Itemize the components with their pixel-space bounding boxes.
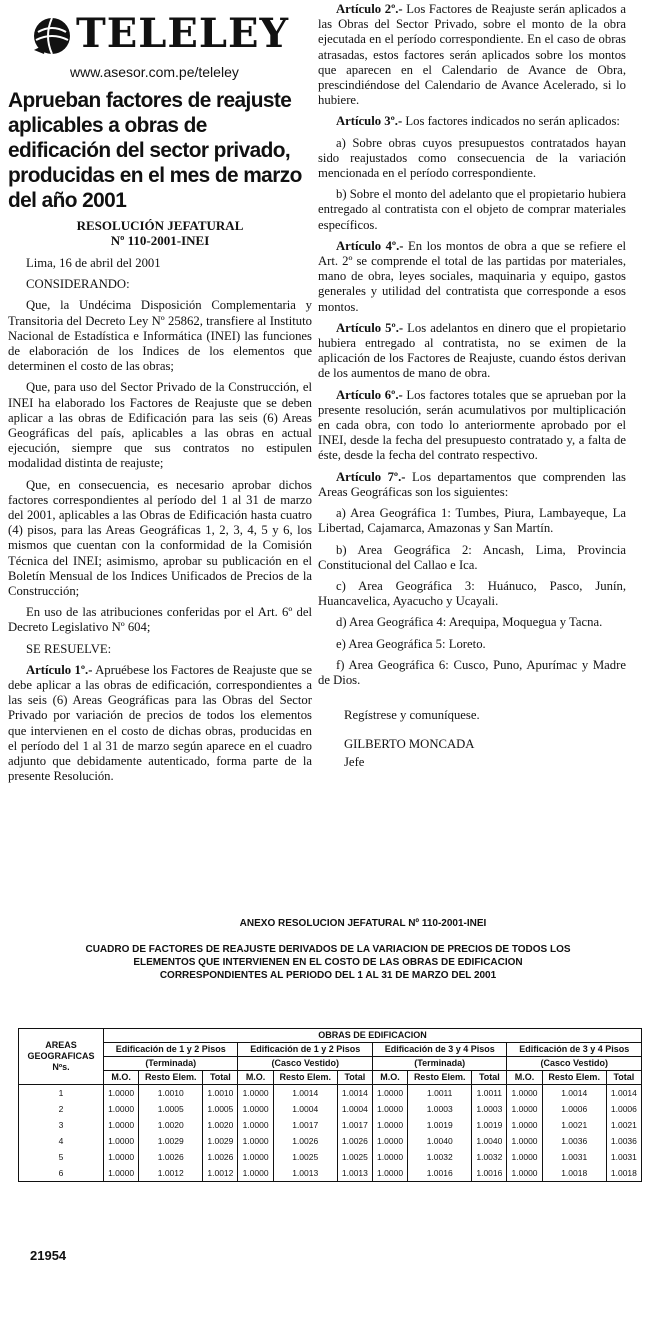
- list-item: a) Area Geográfica 1: Tumbes, Piura, Lambayeque, La Libertad, Cajamarca, Amazonas y San Martín.: [318, 506, 626, 536]
- sub-header: Resto Elem.: [542, 1071, 606, 1085]
- closing-text: Regístrese y comuníquese.: [344, 708, 480, 723]
- resolution-title: [8, 218, 312, 248]
- group-type: (Terminada): [104, 1057, 238, 1071]
- area-cell: 6: [19, 1165, 104, 1182]
- area-header-line: GEOGRAFICAS: [27, 1051, 95, 1061]
- article-label: Artículo 4º.-: [336, 238, 404, 253]
- factor-cell: 1.0031: [606, 1149, 641, 1165]
- factor-cell: 1.0017: [337, 1117, 372, 1133]
- article-text: Los adelantos en dinero que el propietario hubiera entregado al contratista, no se eximen de la aplicación de los Factores de Reajuste, cuando éstos derivan de los aumentos de mano de obra.: [318, 320, 626, 381]
- factor-cell: 1.0000: [238, 1117, 273, 1133]
- list-item: b) Area Geográfica 2: Ancash, Lima, Provincia Constitucional del Callao e Ica.: [318, 542, 626, 572]
- se-resuelve: SE RESUELVE:: [26, 641, 112, 656]
- factor-cell: 1.0029: [203, 1133, 238, 1149]
- table-row: [19, 1149, 642, 1165]
- list-item: f) Area Geográfica 6: Cusco, Puno, Apurímac y Madre de Dios.: [318, 657, 626, 687]
- factor-cell: 1.0000: [507, 1085, 542, 1102]
- article-label: Artículo 7º.-: [336, 469, 406, 484]
- article-label: Artículo 2º.-: [336, 2, 403, 16]
- right-column: [318, 2, 626, 772]
- factor-cell: 1.0000: [238, 1149, 273, 1165]
- factor-cell: 1.0020: [139, 1117, 203, 1133]
- article-1: [8, 663, 312, 785]
- factor-cell: 1.0019: [472, 1117, 507, 1133]
- factor-cell: 1.0000: [238, 1165, 273, 1182]
- article-label: Artículo 5º.-: [336, 320, 404, 335]
- factor-cell: 1.0040: [408, 1133, 472, 1149]
- article-text: Los factores indicados no serán aplicados:: [402, 114, 620, 129]
- factor-cell: 1.0000: [507, 1117, 542, 1133]
- factor-cell: 1.0014: [337, 1085, 372, 1102]
- article-text: Los factores totales que se aprueban por la presente resolución, serán acumulativos por multiplicación en cada obra, con todo lo anteriormente aprobado por el INEI, desde la fecha del presupuesto contratado y, a falta de éste, desde la fecha del contrato respectivo.: [318, 387, 626, 463]
- factor-cell: 1.0000: [104, 1149, 139, 1165]
- website-link[interactable]: www.asesor.com.pe/teleley: [70, 64, 239, 80]
- factor-cell: 1.0021: [542, 1117, 606, 1133]
- resolution-line1: RESOLUCIÓN JEFATURAL: [76, 218, 244, 233]
- article-text: Los departamentos que comprenden las Areas Geográficas son los siguientes:: [318, 469, 626, 499]
- article-label: Artículo 1º.-: [26, 662, 93, 677]
- factor-cell: 1.0004: [273, 1101, 337, 1117]
- factor-cell: 1.0000: [104, 1101, 139, 1117]
- factor-cell: 1.0004: [337, 1101, 372, 1117]
- article-text: Los Factores de Reajuste serán aplicados a las Obras del Sector Privado, sobre el monto de la obra ejecutada en el período correspondiente. En el caso de obras atrasadas, estos factores serán aplicados sobre los montos que aparecen en el Calendario de Avance de Obra, prescindiéndose del Calendario de Avance Acelerado, si lo hubiere.: [318, 2, 626, 108]
- table-row: [19, 1101, 642, 1117]
- group-type: (Casco Vestido): [238, 1057, 372, 1071]
- factor-cell: 1.0014: [273, 1085, 337, 1102]
- list-item: a) Sobre obras cuyos presupuestos contratados hayan sido reajustados como consecuencia de la variación mencionada en el período correspondiente.: [318, 135, 626, 181]
- factor-cell: 1.0005: [203, 1101, 238, 1117]
- area-header: [19, 1029, 104, 1085]
- teleley-logo: [30, 8, 300, 58]
- factor-cell: 1.0000: [372, 1133, 407, 1149]
- factor-cell: 1.0000: [238, 1101, 273, 1117]
- factor-cell: 1.0000: [104, 1165, 139, 1182]
- signature-name: GILBERTO MONCADA: [344, 737, 475, 752]
- area-cell: 2: [19, 1101, 104, 1117]
- factor-cell: 1.0040: [472, 1133, 507, 1149]
- factor-cell: 1.0018: [606, 1165, 641, 1182]
- article-6: [318, 388, 626, 464]
- factor-cell: 1.0000: [372, 1101, 407, 1117]
- factor-cell: 1.0000: [372, 1165, 407, 1182]
- area-cell: 4: [19, 1133, 104, 1149]
- factor-cell: 1.0000: [507, 1133, 542, 1149]
- factors-table: [18, 1028, 642, 1182]
- sub-header: Total: [606, 1071, 641, 1085]
- area-header-line: Nºs.: [52, 1062, 70, 1072]
- factor-cell: 1.0029: [139, 1133, 203, 1149]
- factor-cell: 1.0000: [372, 1149, 407, 1165]
- factor-cell: 1.0000: [238, 1085, 273, 1102]
- factor-cell: 1.0013: [337, 1165, 372, 1182]
- group-type: (Terminada): [372, 1057, 506, 1071]
- factor-cell: 1.0026: [273, 1133, 337, 1149]
- sub-header: Total: [472, 1071, 507, 1085]
- paragraph: Que, la Undécima Disposición Complementaria y Transitoria del Decreto Ley Nº 25862, transfiere al Instituto Nacional de Estadística e Informática (INEI) las funciones de elaboración de los Indices de los elementos que determinen el costo de las obras;: [8, 298, 312, 374]
- factor-cell: 1.0000: [372, 1085, 407, 1102]
- factor-cell: 1.0026: [337, 1133, 372, 1149]
- factor-cell: 1.0016: [472, 1165, 507, 1182]
- page-number: 21954: [30, 1248, 67, 1263]
- article-3: [318, 114, 626, 129]
- article-label: Artículo 6º.-: [336, 387, 403, 402]
- factor-cell: 1.0011: [408, 1085, 472, 1102]
- factor-cell: 1.0000: [507, 1165, 542, 1182]
- factor-cell: 1.0014: [542, 1085, 606, 1102]
- factor-cell: 1.0036: [542, 1133, 606, 1149]
- article-5: [318, 321, 626, 382]
- sub-header: Resto Elem.: [408, 1071, 472, 1085]
- factor-cell: 1.0010: [139, 1085, 203, 1102]
- area-cell: 3: [19, 1117, 104, 1133]
- sub-header: M.O.: [238, 1071, 273, 1085]
- factor-cell: 1.0000: [104, 1133, 139, 1149]
- article-4: [318, 239, 626, 315]
- sub-header: M.O.: [104, 1071, 139, 1085]
- left-column: [8, 218, 312, 791]
- factor-cell: 1.0026: [203, 1149, 238, 1165]
- factor-cell: 1.0000: [507, 1101, 542, 1117]
- factor-cell: 1.0003: [408, 1101, 472, 1117]
- group-header: Edificación de 3 y 4 Pisos: [372, 1043, 506, 1057]
- factor-cell: 1.0031: [542, 1149, 606, 1165]
- table-row: [19, 1085, 642, 1102]
- paragraph: En uso de las atribuciones conferidas por el Art. 6º del Decreto Legislativo Nº 604;: [8, 605, 312, 635]
- paragraph: Que, para uso del Sector Privado de la Construcción, el INEI ha elaborado los Factores de Reajuste que se deben aplicar a las obras de Edificación para las seis (6) Areas Geográficas del país, aplicables a las obras en actual ejecución, siempre que sus contratos no estipulen modalidad distinta de reajuste;: [8, 380, 312, 471]
- logo-text: TELELEY: [76, 10, 290, 57]
- factor-cell: 1.0036: [606, 1133, 641, 1149]
- article-7: [318, 470, 626, 500]
- factor-cell: 1.0017: [273, 1117, 337, 1133]
- list-item: e) Area Geográfica 5: Loreto.: [336, 636, 486, 651]
- factor-cell: 1.0000: [104, 1085, 139, 1102]
- paragraph: Que, en consecuencia, es necesario aprobar dichos factores correspondientes al período del 1 al 31 de marzo del 2001, aplicables a las Obras de Edificación hasta cuatro (4) pisos, para las Areas Geográficas 1, 2, 3, 4, 5 y 6, los mismos que cuentan con la conformidad de la Comisión Técnica del INEI; asimismo, aprobar su publicación en el Boletín Mensual de los Indices Unificados de Precios de la Construcción;: [8, 477, 312, 599]
- list-item: d) Area Geográfica 4: Arequipa, Moquegua y Tacna.: [336, 615, 603, 630]
- factor-cell: 1.0016: [408, 1165, 472, 1182]
- factor-cell: 1.0010: [203, 1085, 238, 1102]
- factor-cell: 1.0003: [472, 1101, 507, 1117]
- article-text: Apruébese los Factores de Reajuste que se debe aplicar a las obras de edificación, correspondientes a las seis (6) Areas Geográficas para las Obras del Sector Privado por variación de precios de todos los elementos que intervienen en el costo de dichas obras, producidas en el período del 1 al 31 de marzo según aparece en el cuadro adjunto que debidamente autenticado, forma parte de la presente Resolución.: [8, 662, 313, 784]
- factor-cell: 1.0014: [606, 1085, 641, 1102]
- factor-cell: 1.0025: [337, 1149, 372, 1165]
- factor-cell: 1.0011: [472, 1085, 507, 1102]
- table-row: [19, 1165, 642, 1182]
- factor-cell: 1.0005: [139, 1101, 203, 1117]
- table-row: [19, 1117, 642, 1133]
- group-header: Edificación de 1 y 2 Pisos: [104, 1043, 238, 1057]
- annex-heading-line: CUADRO DE FACTORES DE REAJUSTE DERIVADOS DE LA VARIACION DE PRECIOS DE TODOS LOS: [85, 944, 571, 955]
- date-line: Lima, 16 de abril del 2001: [26, 256, 161, 270]
- article-label: Artículo 3º.-: [336, 114, 403, 129]
- headline: Aprueban factores de reajuste aplicables a obras de edificación del sector privado, producidas en el mes de marzo del año 2001: [8, 88, 302, 212]
- globe-hand-icon: [30, 14, 74, 58]
- factor-cell: 1.0026: [139, 1149, 203, 1165]
- table-row: [19, 1133, 642, 1149]
- group-header: Edificación de 1 y 2 Pisos: [238, 1043, 372, 1057]
- sub-header: M.O.: [372, 1071, 407, 1085]
- factor-cell: 1.0021: [606, 1117, 641, 1133]
- sub-header: Resto Elem.: [273, 1071, 337, 1085]
- annex-heading-line: CORRESPONDIENTES AL PERIODO DEL 1 AL 31 DE MARZO DEL 2001: [159, 970, 497, 981]
- factor-cell: 1.0000: [104, 1117, 139, 1133]
- group-header: Edificación de 3 y 4 Pisos: [507, 1043, 642, 1057]
- factor-cell: 1.0012: [139, 1165, 203, 1182]
- factor-cell: 1.0000: [507, 1149, 542, 1165]
- list-item: b) Sobre el monto del adelanto que el propietario hubiera entregado al contratista con el objeto de comprar materiales específicos.: [318, 187, 626, 232]
- annex-heading-line: ELEMENTOS QUE INTERVIENEN EN EL COSTO DE LAS OBRAS DE EDIFICACION: [133, 957, 523, 968]
- factor-cell: 1.0006: [606, 1101, 641, 1117]
- sub-header: M.O.: [507, 1071, 542, 1085]
- area-header-line: AREAS: [45, 1040, 77, 1050]
- table-body: [19, 1085, 642, 1182]
- signature-title: Jefe: [344, 754, 365, 769]
- considerando: CONSIDERANDO:: [26, 277, 130, 292]
- sub-header: Total: [337, 1071, 372, 1085]
- main-header: OBRAS DE EDIFICACION: [104, 1029, 642, 1043]
- factor-cell: 1.0000: [372, 1117, 407, 1133]
- factor-cell: 1.0012: [203, 1165, 238, 1182]
- annex-heading: [8, 943, 648, 982]
- annex-section: [8, 918, 648, 1178]
- article-2: [318, 2, 626, 108]
- factor-cell: 1.0006: [542, 1101, 606, 1117]
- factor-cell: 1.0020: [203, 1117, 238, 1133]
- factor-cell: 1.0013: [273, 1165, 337, 1182]
- sub-header: Total: [203, 1071, 238, 1085]
- factor-cell: 1.0032: [472, 1149, 507, 1165]
- sub-header: Resto Elem.: [139, 1071, 203, 1085]
- annex-title: ANEXO RESOLUCION JEFATURAL Nº 110-2001-INEI: [239, 918, 487, 929]
- resolution-number: Nº 110-2001-INEI: [110, 233, 210, 248]
- factor-cell: 1.0018: [542, 1165, 606, 1182]
- group-type: (Casco Vestido): [507, 1057, 642, 1071]
- article-text: En los montos de obra a que se refiere el Art. 2º se comprende el total de las partidas por materiales, mano de obra, leyes sociales, maquinaria y equipo, gastos generales y utilidad del contratista que corresponde a esos montos.: [318, 238, 626, 314]
- factor-cell: 1.0025: [273, 1149, 337, 1165]
- area-cell: 5: [19, 1149, 104, 1165]
- area-cell: 1: [19, 1085, 104, 1102]
- factor-cell: 1.0000: [238, 1133, 273, 1149]
- factor-cell: 1.0019: [408, 1117, 472, 1133]
- factor-cell: 1.0032: [408, 1149, 472, 1165]
- list-item: c) Area Geográfica 3: Huánuco, Pasco, Junín, Huancavelica, Ayacucho y Ucayali.: [318, 578, 626, 609]
